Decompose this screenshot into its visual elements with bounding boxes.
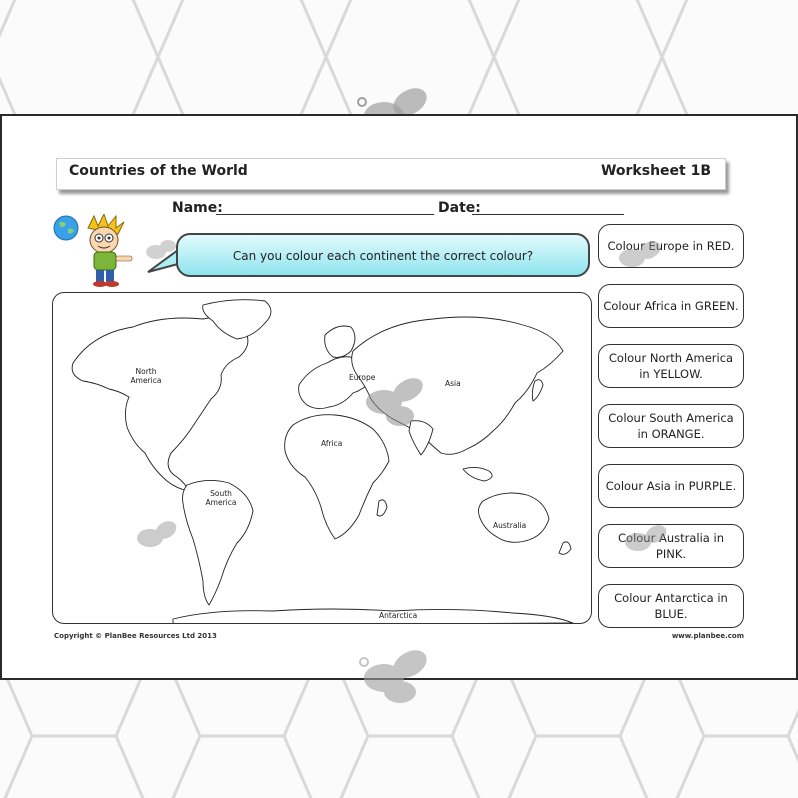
scandinavia-shape bbox=[325, 326, 355, 357]
new-zealand-shape bbox=[559, 542, 571, 554]
bee-watermark-icon bbox=[610, 236, 670, 280]
label-antarctica: Antarctica bbox=[379, 611, 418, 620]
north-america-shape bbox=[72, 318, 248, 492]
bee-watermark-icon bbox=[352, 642, 442, 712]
instruction-asia: Colour Asia in PURPLE. bbox=[598, 464, 744, 508]
label-south-america: South America bbox=[205, 489, 237, 507]
instruction-antarctica: Colour Antarctica in BLUE. bbox=[598, 584, 744, 628]
japan-shape bbox=[532, 380, 543, 401]
instruction-bubble bbox=[176, 233, 590, 277]
date-label: Date: bbox=[438, 200, 481, 216]
label-north-america: North America bbox=[130, 367, 162, 385]
label-europe: Europe bbox=[349, 373, 376, 382]
copyright-text: Copyright © PlanBee Resources Ltd 2013 bbox=[54, 632, 217, 640]
bee-watermark-icon bbox=[616, 520, 676, 564]
title-bar bbox=[56, 158, 726, 190]
name-label: Name: bbox=[172, 200, 223, 216]
name-field[interactable] bbox=[216, 214, 434, 215]
worksheet-title: Countries of the World bbox=[69, 163, 248, 179]
indonesia-shape bbox=[463, 467, 492, 481]
madagascar-shape bbox=[377, 500, 387, 516]
globe-icon bbox=[52, 214, 80, 242]
bee-watermark-icon bbox=[140, 236, 180, 268]
website-text: www.planbee.com bbox=[671, 632, 744, 640]
worksheet-number: Worksheet 1B bbox=[600, 163, 711, 179]
instruction-australia: Colour Australia in PINK. bbox=[598, 524, 744, 568]
bee-watermark-icon bbox=[130, 516, 186, 560]
date-field[interactable] bbox=[472, 214, 624, 215]
australia-shape bbox=[479, 493, 550, 542]
antarctica-shape bbox=[173, 609, 573, 624]
instruction-prompt: Can you colour each continent the correct colour? bbox=[232, 249, 534, 263]
instruction-north-america: Colour North America in YELLOW. bbox=[598, 344, 744, 388]
label-australia: Australia bbox=[493, 521, 527, 530]
label-africa: Africa bbox=[321, 439, 343, 448]
bee-watermark-icon bbox=[356, 370, 436, 434]
label-asia: Asia bbox=[445, 379, 461, 388]
cartoon-boy-icon bbox=[78, 214, 148, 290]
instruction-africa: Colour Africa in GREEN. bbox=[598, 284, 744, 328]
world-map bbox=[52, 292, 592, 624]
instruction-south-america: Colour South America in ORANGE. bbox=[598, 404, 744, 448]
instruction-europe: Colour Europe in RED. bbox=[598, 224, 744, 268]
world-outline-map bbox=[53, 293, 592, 624]
